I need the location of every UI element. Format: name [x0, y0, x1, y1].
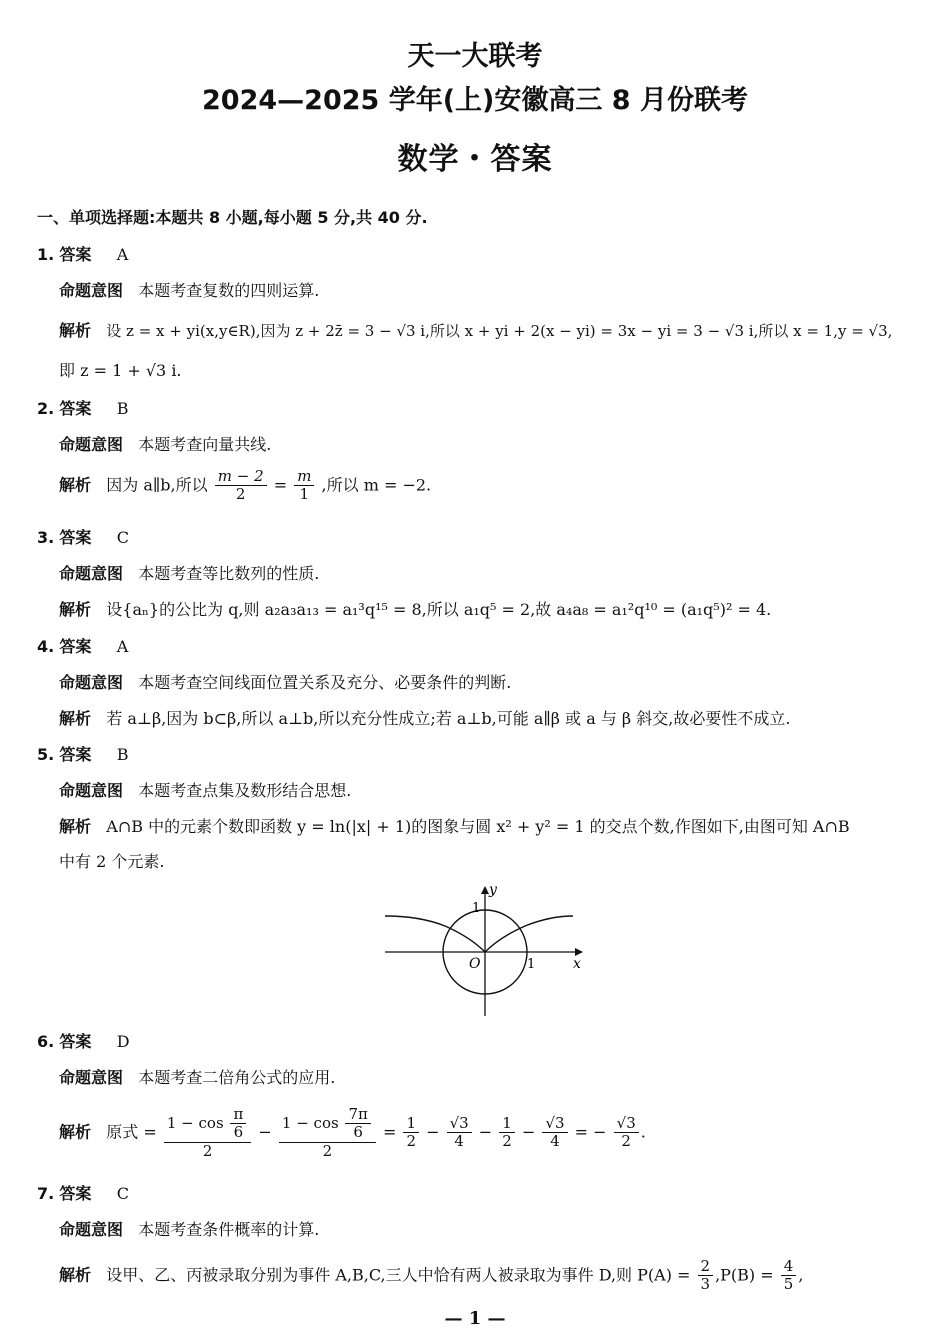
q5-analysis-cont: 中有 2 个元素.: [59, 852, 165, 871]
q7-pb: $\frac{4}{5}$: [781, 1258, 797, 1294]
q6-answer: D: [116, 1032, 130, 1051]
q7-answer: C: [116, 1184, 130, 1203]
q4-intent: 本题考查空间线面位置关系及充分、必要条件的判断.: [138, 673, 512, 692]
q2-number: 2.: [37, 399, 55, 418]
q6-half-1: $\frac{1}{2}$: [403, 1115, 419, 1151]
y-axis-arrow: [481, 886, 489, 894]
q2-fraction-1: $\frac{m - 2}{2}$: [215, 468, 267, 504]
q6-neg: −: [593, 1122, 607, 1142]
q6-number: 6.: [37, 1032, 55, 1051]
analysis-label: 解析: [59, 1122, 92, 1142]
q1-number: 1.: [37, 245, 55, 264]
q4-number: 4.: [37, 637, 55, 656]
q4-answer-row: [37, 637, 128, 656]
intent-label: 命题意图: [59, 1220, 124, 1239]
q6-equals: =: [382, 1122, 402, 1142]
q1-analysis-row: [59, 321, 892, 340]
q7-intent-row: [59, 1220, 319, 1239]
q2-pre: 因为 a∥b,所以: [106, 475, 208, 495]
intent-label: 命题意图: [59, 1068, 124, 1087]
q3-intent-row: [59, 564, 319, 583]
x-axis-arrow: [575, 948, 583, 956]
origin-label: O: [469, 956, 481, 972]
q5-graph: [375, 882, 595, 1022]
y-label: y: [489, 882, 497, 898]
q6-minus: −: [258, 1122, 272, 1142]
q4-answer: A: [116, 637, 129, 656]
q1-analysis: 设 z = x + yi(x,y∈R),因为 z + 2z̄ = 3 − √3 i,所以 x + yi + 2(x − yi) = 3x − yi = 3 − √3 i,所以 x = 1,y = √3,: [106, 322, 893, 340]
q3-answer: C: [116, 528, 130, 547]
q6-intent-row: [59, 1068, 335, 1087]
q7-mid: ,P(B) =: [715, 1265, 774, 1285]
intent-label: 命题意图: [59, 781, 124, 800]
q6-fraction-a: 1 − cos $\frac{\pi}{6}$ 2: [164, 1106, 251, 1160]
ln-curve: [385, 916, 573, 952]
q3-answer-row: [37, 528, 129, 547]
answer-label: 答案: [59, 399, 92, 418]
analysis-label: 解析: [59, 709, 92, 728]
section-heading: 一、单项选择题:本题共 8 小题,每小题 5 分,共 40 分.: [37, 208, 428, 227]
q1-answer: A: [116, 245, 129, 264]
q3-analysis-row: [59, 600, 771, 619]
page-number: — 1 —: [444, 1308, 506, 1329]
y-one-label: 1: [472, 901, 481, 916]
q3-analysis: 设{aₙ}的公比为 q,则 a₂a₃a₁₃ = a₁³q¹⁵ = 8,所以 a₁q⁵ = 2,故 a₄a₈ = a₁²q¹⁰ = (a₁q⁵)² = 4.: [106, 600, 772, 619]
q7-pre: 设甲、乙、丙被录取分别为事件 A,B,C,三人中恰有两人被录取为事件 D,则 P(A) =: [106, 1265, 691, 1285]
q2-post: ,所以 m = −2.: [321, 475, 432, 495]
q2-intent: 本题考查向量共线.: [138, 435, 272, 454]
subject-title: 数学・答案: [397, 142, 553, 177]
answer-label: 答案: [59, 528, 92, 547]
q1-intent-row: [59, 281, 319, 300]
q6-result: $\frac{√3}{2}$: [614, 1115, 639, 1151]
intent-label: 命题意图: [59, 281, 124, 300]
q5-intent: 本题考查点集及数形结合思想.: [138, 781, 352, 800]
q4-intent-row: [59, 673, 511, 692]
q6-minus-4: −: [521, 1122, 536, 1142]
q2-equals: =: [273, 475, 288, 495]
q6-sqrt3-4-2: $\frac{√3}{4}$: [542, 1115, 567, 1151]
q6-minus-3: −: [478, 1122, 493, 1142]
q6-half-2: $\frac{1}{2}$: [499, 1115, 515, 1151]
answer-label: 答案: [59, 245, 92, 264]
q6-end: .: [640, 1122, 646, 1142]
q2-analysis-row: [59, 468, 431, 504]
intent-label: 命题意图: [59, 673, 124, 692]
analysis-label: 解析: [59, 600, 92, 619]
q2-answer: B: [116, 399, 129, 418]
q7-pa: $\frac{2}{3}$: [698, 1258, 714, 1294]
q1-analysis-cont: 即 z = 1 + √3 i.: [59, 361, 182, 380]
q7-answer-row: [37, 1184, 129, 1203]
answer-label: 答案: [59, 1184, 92, 1203]
answer-label: 答案: [59, 745, 92, 764]
x-one-label: 1: [527, 957, 536, 972]
answer-label: 答案: [59, 1032, 92, 1051]
q5-number: 5.: [37, 745, 55, 764]
q6-fraction-b: 1 − cos $\frac{7\pi}{6}$ 2: [279, 1106, 376, 1160]
q1-intent: 本题考查复数的四则运算.: [138, 281, 320, 300]
analysis-label: 解析: [59, 817, 92, 836]
q7-number: 7.: [37, 1184, 55, 1203]
q5-answer: B: [116, 745, 129, 764]
q6-analysis-row: [59, 1106, 646, 1160]
q7-end: ,: [798, 1265, 804, 1285]
q2-intent-row: [59, 435, 271, 454]
q7-intent: 本题考查条件概率的计算.: [138, 1220, 320, 1239]
analysis-label: 解析: [59, 475, 92, 495]
exam-name-title: 2024—2025 学年(上)安徽高三 8 月份联考: [202, 85, 748, 116]
q3-number: 3.: [37, 528, 55, 547]
q6-pre: 原式 =: [106, 1122, 157, 1142]
q6-answer-row: [37, 1032, 130, 1051]
q5-answer-row: [37, 745, 129, 764]
x-label: x: [573, 956, 581, 972]
intent-label: 命题意图: [59, 435, 124, 454]
answer-label: 答案: [59, 637, 92, 656]
exam-org-title: 天一大联考: [407, 41, 543, 72]
q2-answer-row: [37, 399, 129, 418]
q6-intent: 本题考查二倍角公式的应用.: [138, 1068, 336, 1087]
analysis-label: 解析: [59, 321, 92, 340]
q6-equals-2: =: [574, 1122, 594, 1142]
q1-answer-row: [37, 245, 128, 264]
q2-fraction-2: $\frac{m}{1}$: [294, 468, 314, 504]
analysis-label: 解析: [59, 1265, 92, 1285]
q5-analysis: A∩B 中的元素个数即函数 y = ln(|x| + 1)的图象与圆 x² + y² = 1 的交点个数,作图如下,由图可知 A∩B: [106, 817, 850, 836]
q5-analysis-row: [59, 817, 850, 836]
intent-label: 命题意图: [59, 564, 124, 583]
q7-analysis-row: [59, 1258, 803, 1294]
q4-analysis-row: [59, 709, 790, 728]
q4-analysis: 若 a⊥β,因为 b⊂β,所以 a⊥b,所以充分性成立;若 a⊥b,可能 a∥β 或 a 与 β 斜交,故必要性不成立.: [106, 709, 791, 728]
q3-intent: 本题考查等比数列的性质.: [138, 564, 320, 583]
q5-intent-row: [59, 781, 351, 800]
q6-minus-2: −: [426, 1122, 440, 1142]
q6-sqrt3-4-1: $\frac{√3}{4}$: [447, 1115, 472, 1151]
